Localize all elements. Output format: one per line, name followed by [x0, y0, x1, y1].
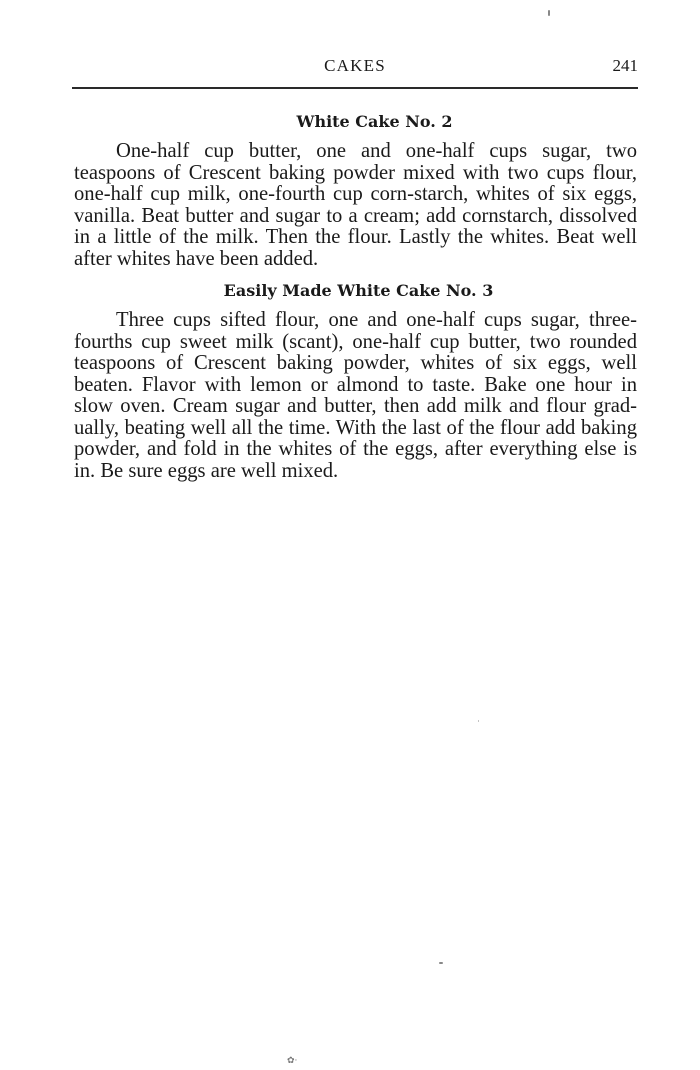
page-number: 241	[612, 56, 638, 75]
print-speck	[548, 10, 550, 16]
printer-ornament-icon: ✿·	[287, 1056, 298, 1066]
header-rule	[72, 87, 638, 89]
recipe-body-white-cake-no-2: One-half cup butter, one and one-half cups sugar, two teaspoons of Crescent baking powder mixed with two cups flour, one-half cup milk, one-fourth cup corn-starch, whites of six eggs, vanilla. Beat butter and sugar to a cream; add cornstarch, dissolved in a little of the milk. Then the flour. Lastly the whites. Beat well after whites have been added.	[74, 140, 637, 270]
running-head-title: CAKES	[324, 56, 386, 75]
print-speck	[478, 720, 479, 722]
recipe-title-white-cake-no-2: White Cake No. 2	[296, 112, 453, 131]
page-content	[74, 107, 637, 482]
recipe-title-easily-made-white-cake-no-3: Easily Made White Cake No. 3	[223, 281, 494, 300]
recipe-body-easily-made-white-cake-no-3: Three cups sifted flour, one and one-half cups sugar, three-fourths cup sweet milk (scant), one-half cup butter, two rounded teaspoons of Crescent baking powder, whites of six eggs, well beaten. Flavor with lemon or almond to taste. Bake one hour in slow oven. Cream sugar and butter, then add milk and flour grad-ually, beating well all the time. With the last of the flour add baking powder, and fold in the whites of the eggs, after everything else is in. Be sure eggs are well mixed.	[74, 309, 637, 482]
print-speck	[439, 962, 443, 964]
running-head	[72, 56, 638, 82]
